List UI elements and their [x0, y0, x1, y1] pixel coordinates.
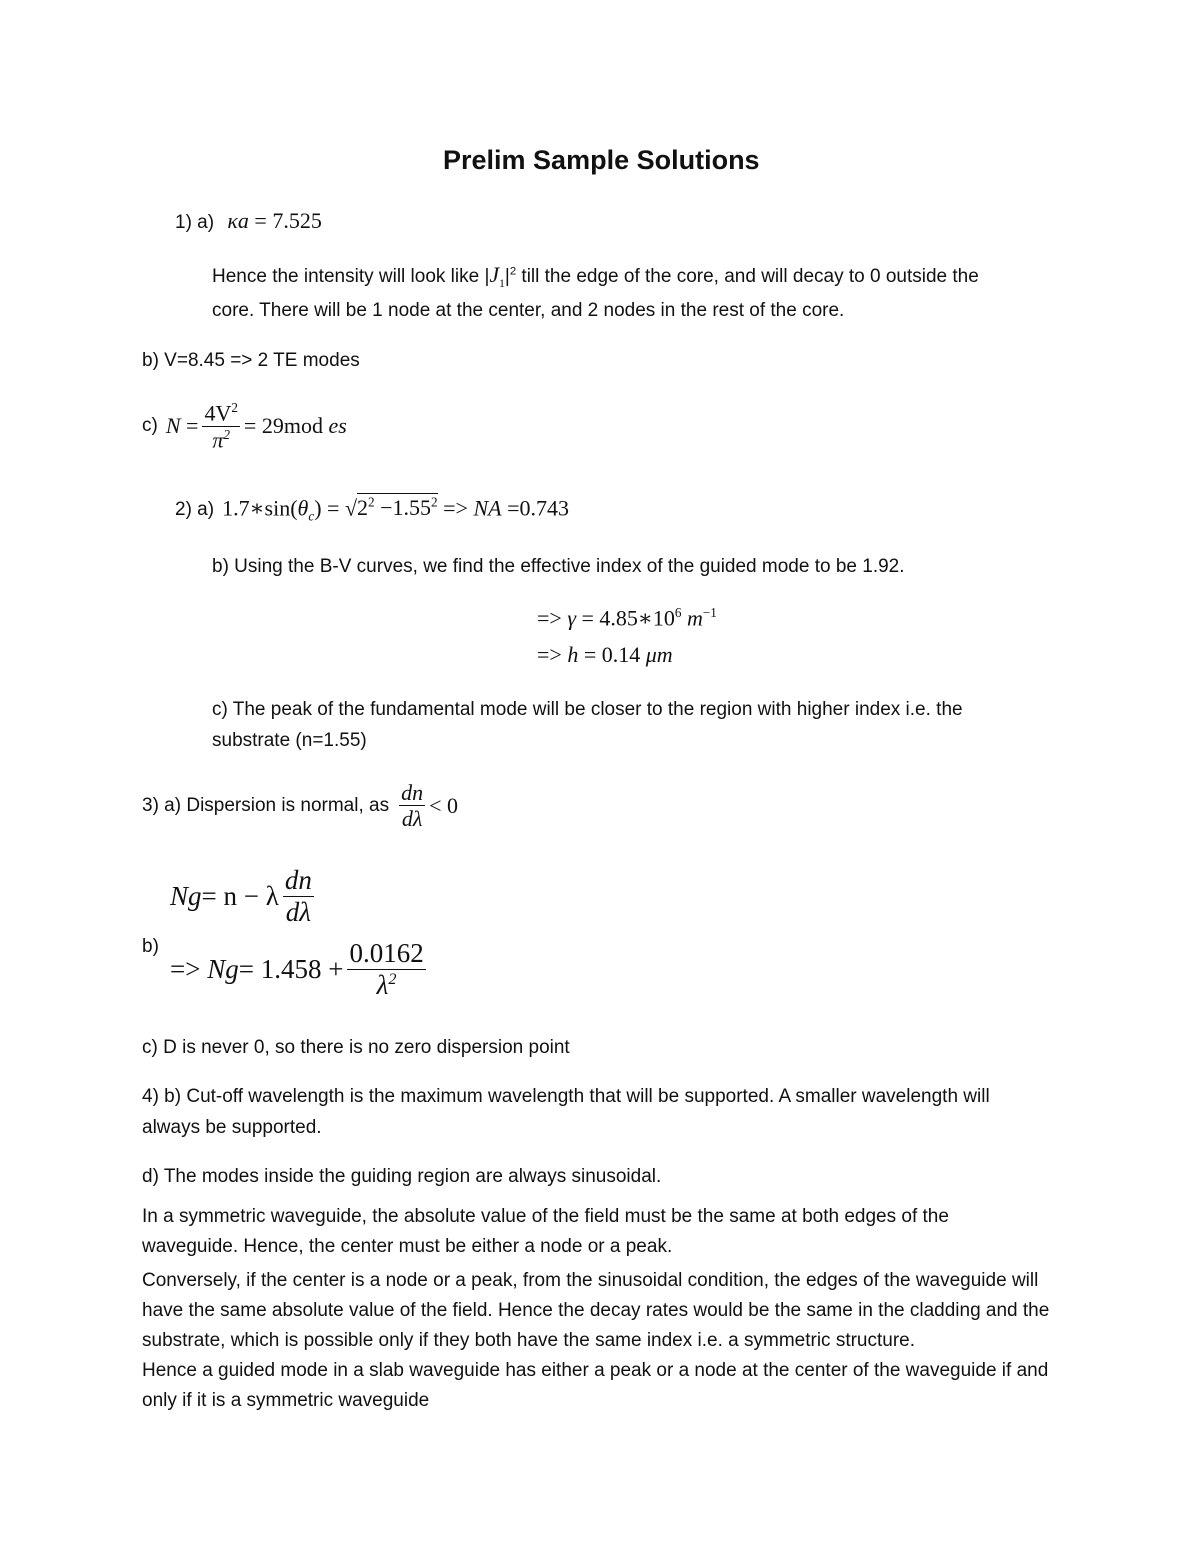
q1a-equation: κa = 7.525 — [227, 208, 322, 233]
q4d-paragraph-3: Hence a guided mode in a slab waveguide has either a peak or a node at the center of the waveguide if and only if it is a symmetric waveguide — [142, 1360, 1049, 1411]
q1c-equation: N = $\frac{4V^2}{\pi^2}$ = 29mod es — [165, 400, 347, 452]
q2c-text-1: c) The peak of the fundamental mode will be closer to the region with higher index i.e. the — [212, 699, 963, 720]
q3a-equation: $\frac{dn}{d\lambda}$ < 0 — [401, 780, 459, 832]
page-title: Prelim Sample Solutions — [443, 145, 760, 175]
q2b-equation-gamma: => $\gamma = 4.85∗10^6$ $m^{-1}$ — [537, 605, 717, 631]
q3c-text: c) D is never 0, so there is no zero dispersion point — [142, 1037, 570, 1058]
q4b-text-1: 4) b) Cut-off wavelength is the maximum wavelength that will be supported. A smaller wavelength will — [142, 1086, 990, 1107]
q3b-equation-2: => Ng = 1.458 + $\frac{0.0162}{\lambda^2}$ — [170, 938, 424, 1001]
q1a-label: 1) a) — [175, 212, 215, 233]
q2a-line: 2) a) $1.7∗\sin(\theta_c) = √2^2 -1.55^2$ => NA =0.743 — [175, 495, 569, 524]
q3b-equation-1: Ng = n − λ $\frac{dn}{d\lambda}$ — [170, 865, 312, 928]
q2b-text: b) Using the B-V curves, we find the effective index of the guided mode to be 1.92. — [212, 556, 905, 577]
q3a-line: 3) a) Dispersion is normal, as $\frac{dn}{d\lambda}$ < 0 — [142, 780, 459, 832]
q1a-text-1: Hence the intensity will look like $|J_1|^2$ till the edge of the core, and will decay to 0 outside the — [212, 262, 979, 290]
q4d-paragraph-2: Conversely, if the center is a node or a peak, from the sinusoidal condition, the edges of the waveguide will have the same absolute value of the field. Hence the decay rates would be the same in the cladding and the substrate, which is possible only if they both have the same index i.e. a symmetric structure. — [142, 1270, 1050, 1351]
q4d-paragraph-1: In a symmetric waveguide, the absolute value of the field must be the same at both edges of the waveguide. Hence, the center must be either a node or a peak. — [142, 1206, 949, 1257]
q1c-line: c) N = $\frac{4V^2}{\pi^2}$ = 29mod es — [142, 400, 347, 452]
q2c-text-2: substrate (n=1.55) — [212, 730, 367, 751]
q1a-text-2: core. There will be 1 node at the center, and 2 nodes in the rest of the core. — [212, 300, 845, 321]
q1b-text: b) V=8.45 => 2 TE modes — [142, 350, 360, 371]
q3b-label: b) — [142, 936, 159, 957]
q4b-text-2: always be supported. — [142, 1117, 322, 1138]
q2b-equation-h: => h = 0.14 μm — [537, 642, 673, 667]
q1a-line — [175, 208, 322, 234]
q4d-text: d) The modes inside the guiding region are always sinusoidal. — [142, 1166, 662, 1187]
q2a-equation: $1.7∗\sin(\theta_c) = √2^2 -1.55^2$ => NA =0.743 — [222, 495, 569, 524]
